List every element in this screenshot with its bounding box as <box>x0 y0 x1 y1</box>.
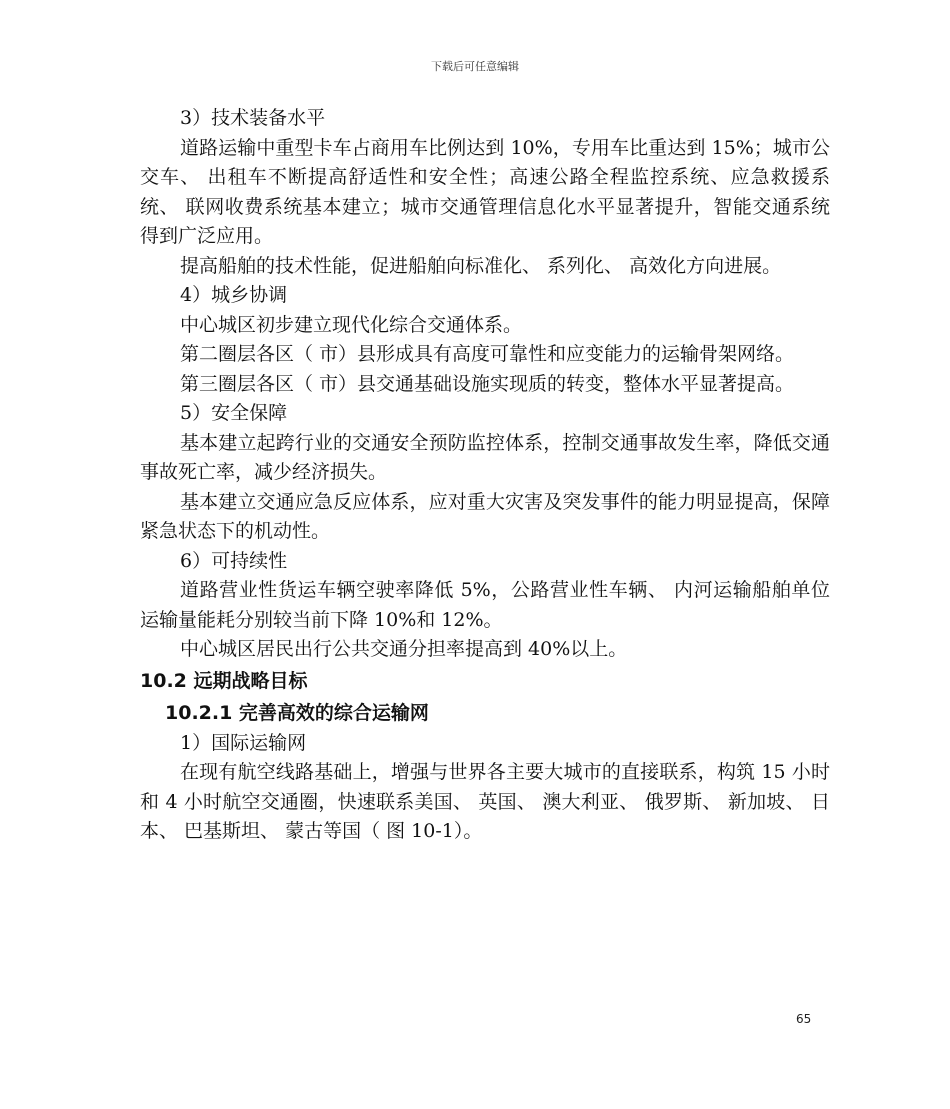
subheading-sustainability: 6）可持续性 <box>180 549 288 572</box>
paragraph-second-circle: 第二圈层各区（ 市）县形成具有高度可靠性和应变能力的运输骨架网络。 <box>180 343 795 365</box>
paragraph-energy-consumption: 道路营业性货运车辆空驶率降低 5%，公路营业性车辆、 内河运输船舶单位运输量能耗分别较当前下降 10%和 12%。 <box>140 579 830 631</box>
paragraph-emergency-response: 基本建立交通应急反应体系，应对重大灾害及突发事件的能力明显提高，保障紧急状态下的机动性。 <box>140 490 830 542</box>
paragraph-international-air: 在现有航空线路基础上，增强与世界各主要大城市的直接联系，构筑 15 小时和 4 小时航空交通圈，快速联系美国、 英国、 澳大利亚、 俄罗斯、 新加坡、 日本、 巴基斯坦、 蒙古等国（ 图 10-1）。 <box>140 761 830 842</box>
subheading-urban-rural: 4）城乡协调 <box>180 284 288 306</box>
paragraph-safety-monitoring: 基本建立起跨行业的交通安全预防监控体系，控制交通事故发生率，降低交通事故死亡率，减少经济损失。 <box>140 431 830 483</box>
page-number: 65 <box>796 1012 812 1026</box>
paragraph-central-district: 中心城区初步建立现代化综合交通体系。 <box>180 313 523 336</box>
paragraph-public-transport-share: 中心城区居民出行公共交通分担率提高到 40%以上。 <box>180 638 628 660</box>
document-body <box>140 104 830 847</box>
section-heading-long-term-goals: 10.2 远期战略目标 <box>140 669 308 692</box>
page-header: 下载后可任意编辑 <box>431 60 519 73</box>
paragraph-third-circle: 第三圈层各区（ 市）县交通基础设施实现质的转变，整体水平显著提高。 <box>180 372 795 395</box>
paragraph-equipment-road: 道路运输中重型卡车占商用车比例达到 10%，专用车比重达到 15%；城市公交车、 出租车不断提高舒适性和安全性；高速公路全程监控系统、应急救援系统、 联网收费系统基本建立；城市交通管理信息化水平显著提升，智能交通系统得到广泛应用。 <box>140 136 830 247</box>
subsection-heading-transport-network: 10.2.1 完善高效的综合运输网 <box>165 701 429 724</box>
subheading-equipment: 3）技术装备水平 <box>180 107 326 129</box>
paragraph-equipment-ship: 提高船舶的技术性能，促进船舶向标准化、 系列化、 高效化方向进展。 <box>180 254 782 277</box>
subheading-international-network: 1）国际运输网 <box>180 731 307 754</box>
subheading-safety: 5）安全保障 <box>180 402 288 424</box>
